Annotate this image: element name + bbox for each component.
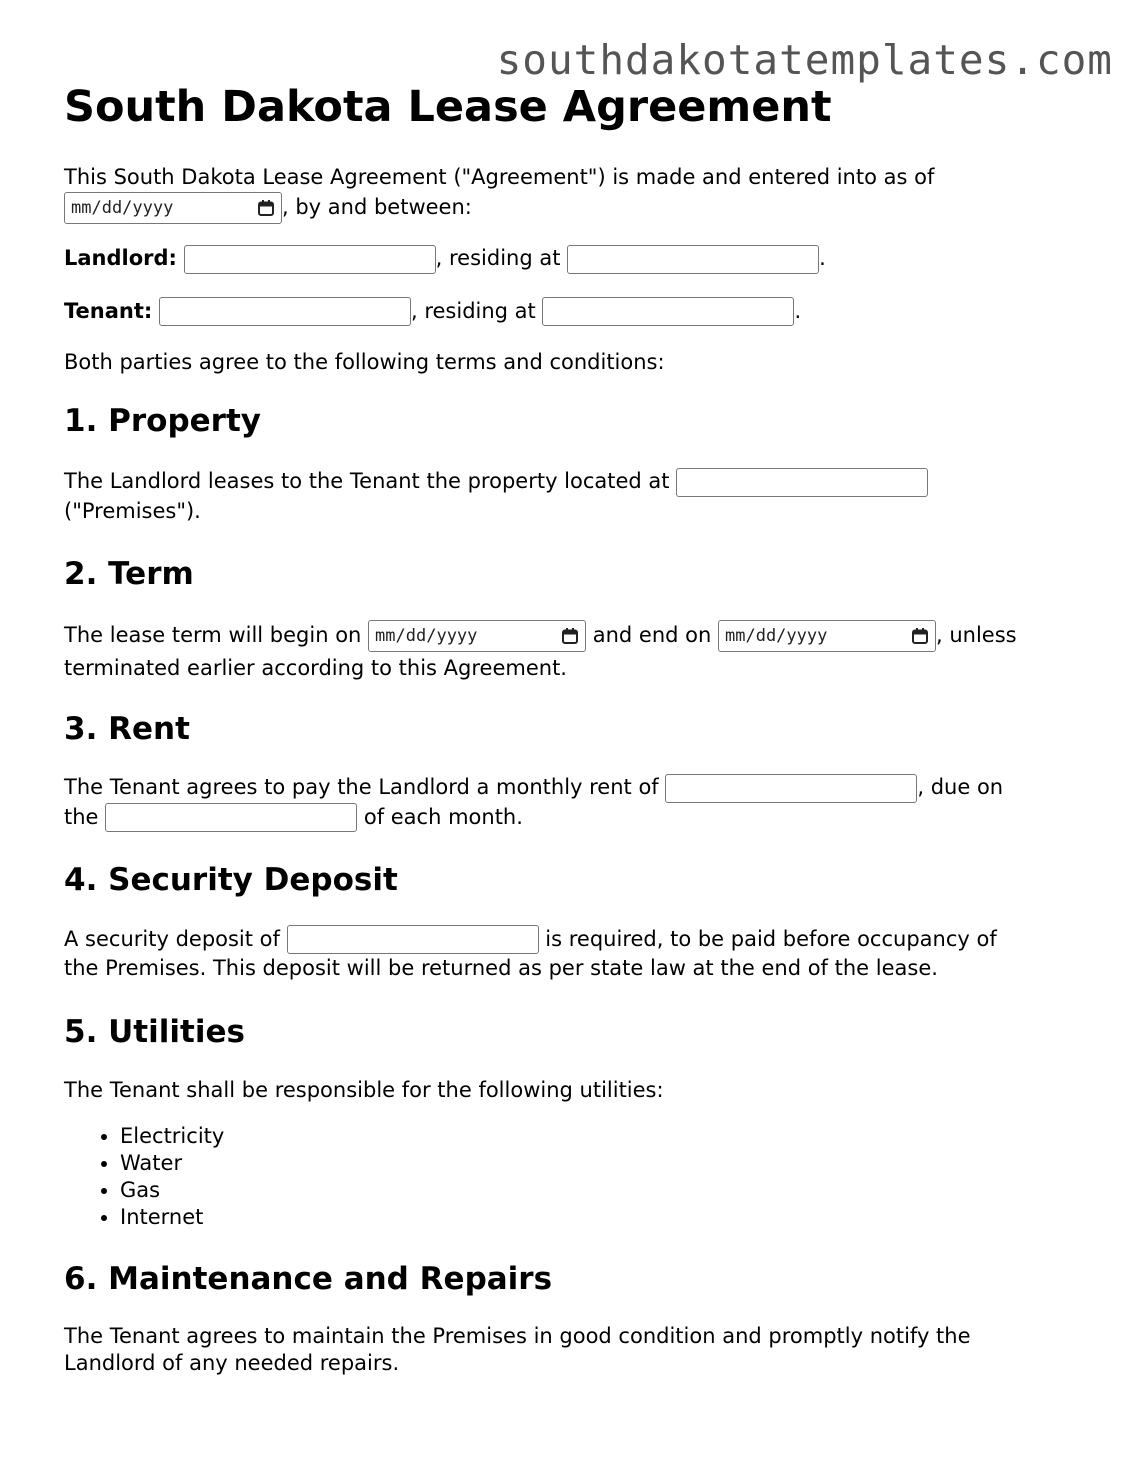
intro-text: This South Dakota Lease Agreement ("Agreement") is made and entered into as of	[64, 165, 935, 190]
agree-paragraph: Both parties agree to the following terms and conditions:	[64, 350, 665, 375]
section-heading-utilities: 5. Utilities	[64, 1014, 245, 1051]
calendar-icon[interactable]	[911, 627, 929, 645]
list-item: • Gas	[120, 1177, 1064, 1204]
lease-start-date-input[interactable]	[368, 620, 586, 652]
term-text-2: and end on	[592, 623, 712, 648]
deposit-text-2: is required, to be paid before occupancy of	[545, 926, 997, 951]
section-heading-rent: 3. Rent	[64, 711, 190, 748]
rent-due-day-input[interactable]	[105, 803, 357, 832]
rent-text-3: the	[64, 804, 99, 829]
term-text: The lease term will begin on	[64, 623, 362, 648]
intro-text-2: , by and between:	[282, 195, 472, 220]
lease-end-date-input[interactable]	[718, 620, 936, 652]
intro-paragraph	[64, 163, 1064, 224]
section-heading-term: 2. Term	[64, 555, 194, 592]
deposit-text: A security deposit of	[64, 926, 280, 951]
deposit-text-3: the Premises. This deposit will be returned as per state law at the end of the lease.	[64, 956, 938, 981]
utilities-paragraph: The Tenant shall be responsible for the following utilities:	[64, 1078, 664, 1103]
term-paragraph	[64, 619, 1064, 684]
landlord-address-input[interactable]	[567, 245, 819, 274]
rent-text-4: of each month.	[363, 804, 523, 829]
date-placeholder: mm/dd/yyyy	[725, 626, 828, 647]
tenant-address-input[interactable]	[542, 297, 794, 326]
maintenance-text-2: Landlord of any needed repairs.	[64, 1351, 400, 1376]
deposit-amount-input[interactable]	[287, 925, 539, 954]
section-heading-deposit: 4. Security Deposit	[64, 862, 398, 899]
section-heading-maintenance: 6. Maintenance and Repairs	[64, 1261, 553, 1298]
landlord-row	[64, 244, 1064, 274]
list-item: • Internet	[120, 1204, 1064, 1231]
agreement-date-input[interactable]	[64, 192, 282, 224]
calendar-icon[interactable]	[257, 199, 275, 217]
residing-at-text: , residing at	[435, 246, 561, 271]
property-address-input[interactable]	[676, 468, 928, 497]
maintenance-text: The Tenant agrees to maintain the Premises in good condition and promptly notify the	[64, 1324, 971, 1349]
property-paragraph	[64, 467, 1064, 526]
landlord-label: Landlord:	[64, 246, 177, 271]
property-text: The Landlord leases to the Tenant the property located at	[64, 469, 670, 494]
premises-text: ("Premises").	[64, 498, 201, 523]
period-text: .	[794, 298, 802, 323]
tenant-row	[64, 297, 1064, 327]
date-placeholder: mm/dd/yyyy	[375, 626, 478, 647]
landlord-name-input[interactable]	[184, 245, 436, 274]
period-text: .	[819, 246, 826, 271]
date-placeholder: mm/dd/yyyy	[71, 197, 174, 218]
deposit-paragraph	[64, 925, 1064, 984]
rent-text-2: , due on	[917, 775, 1004, 800]
maintenance-paragraph	[64, 1323, 1064, 1377]
rent-paragraph	[64, 773, 1064, 832]
tenant-name-input[interactable]	[159, 297, 411, 326]
section-heading-property: 1. Property	[64, 403, 261, 440]
term-text-3: , unless	[936, 623, 1017, 648]
rent-amount-input[interactable]	[665, 774, 917, 803]
page-title: South Dakota Lease Agreement	[64, 82, 832, 132]
rent-text: The Tenant agrees to pay the Landlord a monthly rent of	[64, 775, 659, 800]
residing-at-text: , residing at	[410, 298, 536, 323]
term-text-4: terminated earlier according to this Agreement.	[64, 656, 567, 681]
watermark: southdakotatemplates.com	[496, 36, 1113, 84]
tenant-label: Tenant:	[64, 298, 153, 323]
utilities-list	[64, 1123, 1064, 1231]
list-item: • Water	[120, 1150, 1064, 1177]
calendar-icon[interactable]	[561, 627, 579, 645]
document	[64, 84, 1064, 1377]
list-item: • Electricity	[120, 1123, 1064, 1150]
